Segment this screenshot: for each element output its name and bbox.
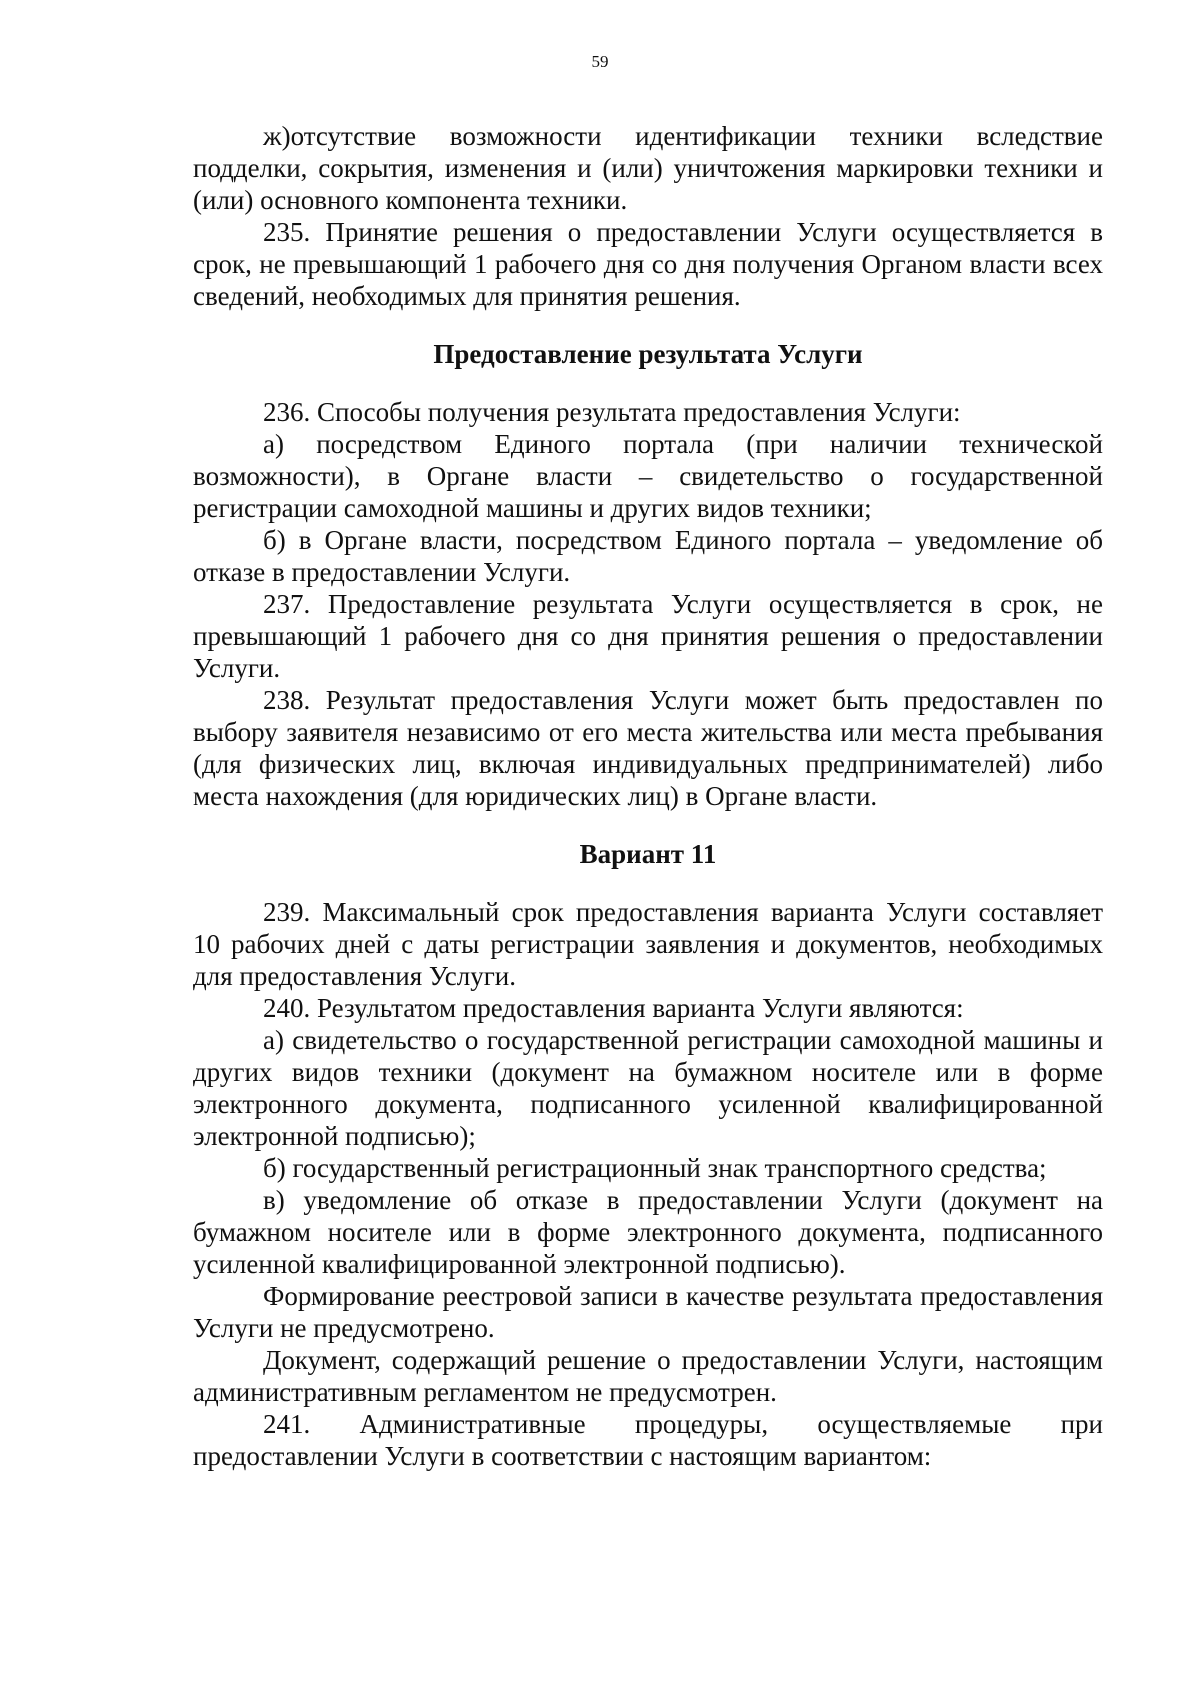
page-number: 59 <box>591 52 609 71</box>
paragraph: Формирование реестровой записи в качестве результата предоставления Услуги не предусмотрено. <box>193 1281 1103 1343</box>
section-heading: Предоставление результата Услуги <box>433 339 863 369</box>
paragraph: б) государственный регистрационный знак транспортного средства; <box>263 1153 1047 1183</box>
paragraph: 235. Принятие решения о предоставлении Услуги осуществляется в срок, не превышающий 1 рабочего дня со дня получения Органом власти всех сведений, необходимых для принятия решения. <box>193 217 1103 311</box>
paragraph: 241. Административные процедуры, осуществляемые при предоставлении Услуги в соответствии с настоящим вариантом: <box>193 1409 1103 1471</box>
paragraph: а) посредством Единого портала (при наличии технической возможности), в Органе власти – свидетельство о государственной регистрации самоходной машины и других видов техники; <box>193 429 1103 523</box>
paragraph: Документ, содержащий решение о предоставлении Услуги, настоящим административным регламентом не предусмотрен. <box>193 1345 1103 1407</box>
paragraph: в) уведомление об отказе в предоставлении Услуги (документ на бумажном носителе или в форме электронного документа, подписанного усиленной квалифицированной электронной подписью). <box>193 1185 1103 1279</box>
paragraph: б) в Органе власти, посредством Единого портала – уведомление об отказе в предоставлении Услуги. <box>193 525 1103 587</box>
paragraph: 237. Предоставление результата Услуги осуществляется в срок, не превышающий 1 рабочего дня со дня принятия решения о предоставлении Услуги. <box>193 589 1103 683</box>
paragraph: 240. Результатом предоставления варианта Услуги являются: <box>263 993 964 1023</box>
paragraph: 236. Способы получения результата предоставления Услуги: <box>263 397 961 427</box>
document-body <box>193 120 1103 1472</box>
paragraph: 239. Максимальный срок предоставления варианта Услуги составляет 10 рабочих дней с даты регистрации заявления и документов, необходимых для предоставления Услуги. <box>193 897 1103 991</box>
paragraph: ж)отсутствие возможности идентификации техники вследствие подделки, сокрытия, изменения и (или) уничтожения маркировки техники и (или) основного компонента техники. <box>193 121 1103 215</box>
paragraph: а) свидетельство о государственной регистрации самоходной машины и других видов техники (документ на бумажном носителе или в форме электронного документа, подписанного усиленной квалифицированной электронной подписью); <box>193 1025 1103 1151</box>
paragraph: 238. Результат предоставления Услуги может быть предоставлен по выбору заявителя независимо от его места жительства или места пребывания (для физических лиц, включая индивидуальных предпринимателей) либо места нахождения (для юридических лиц) в Органе власти. <box>193 685 1103 811</box>
section-heading: Вариант 11 <box>579 839 717 869</box>
